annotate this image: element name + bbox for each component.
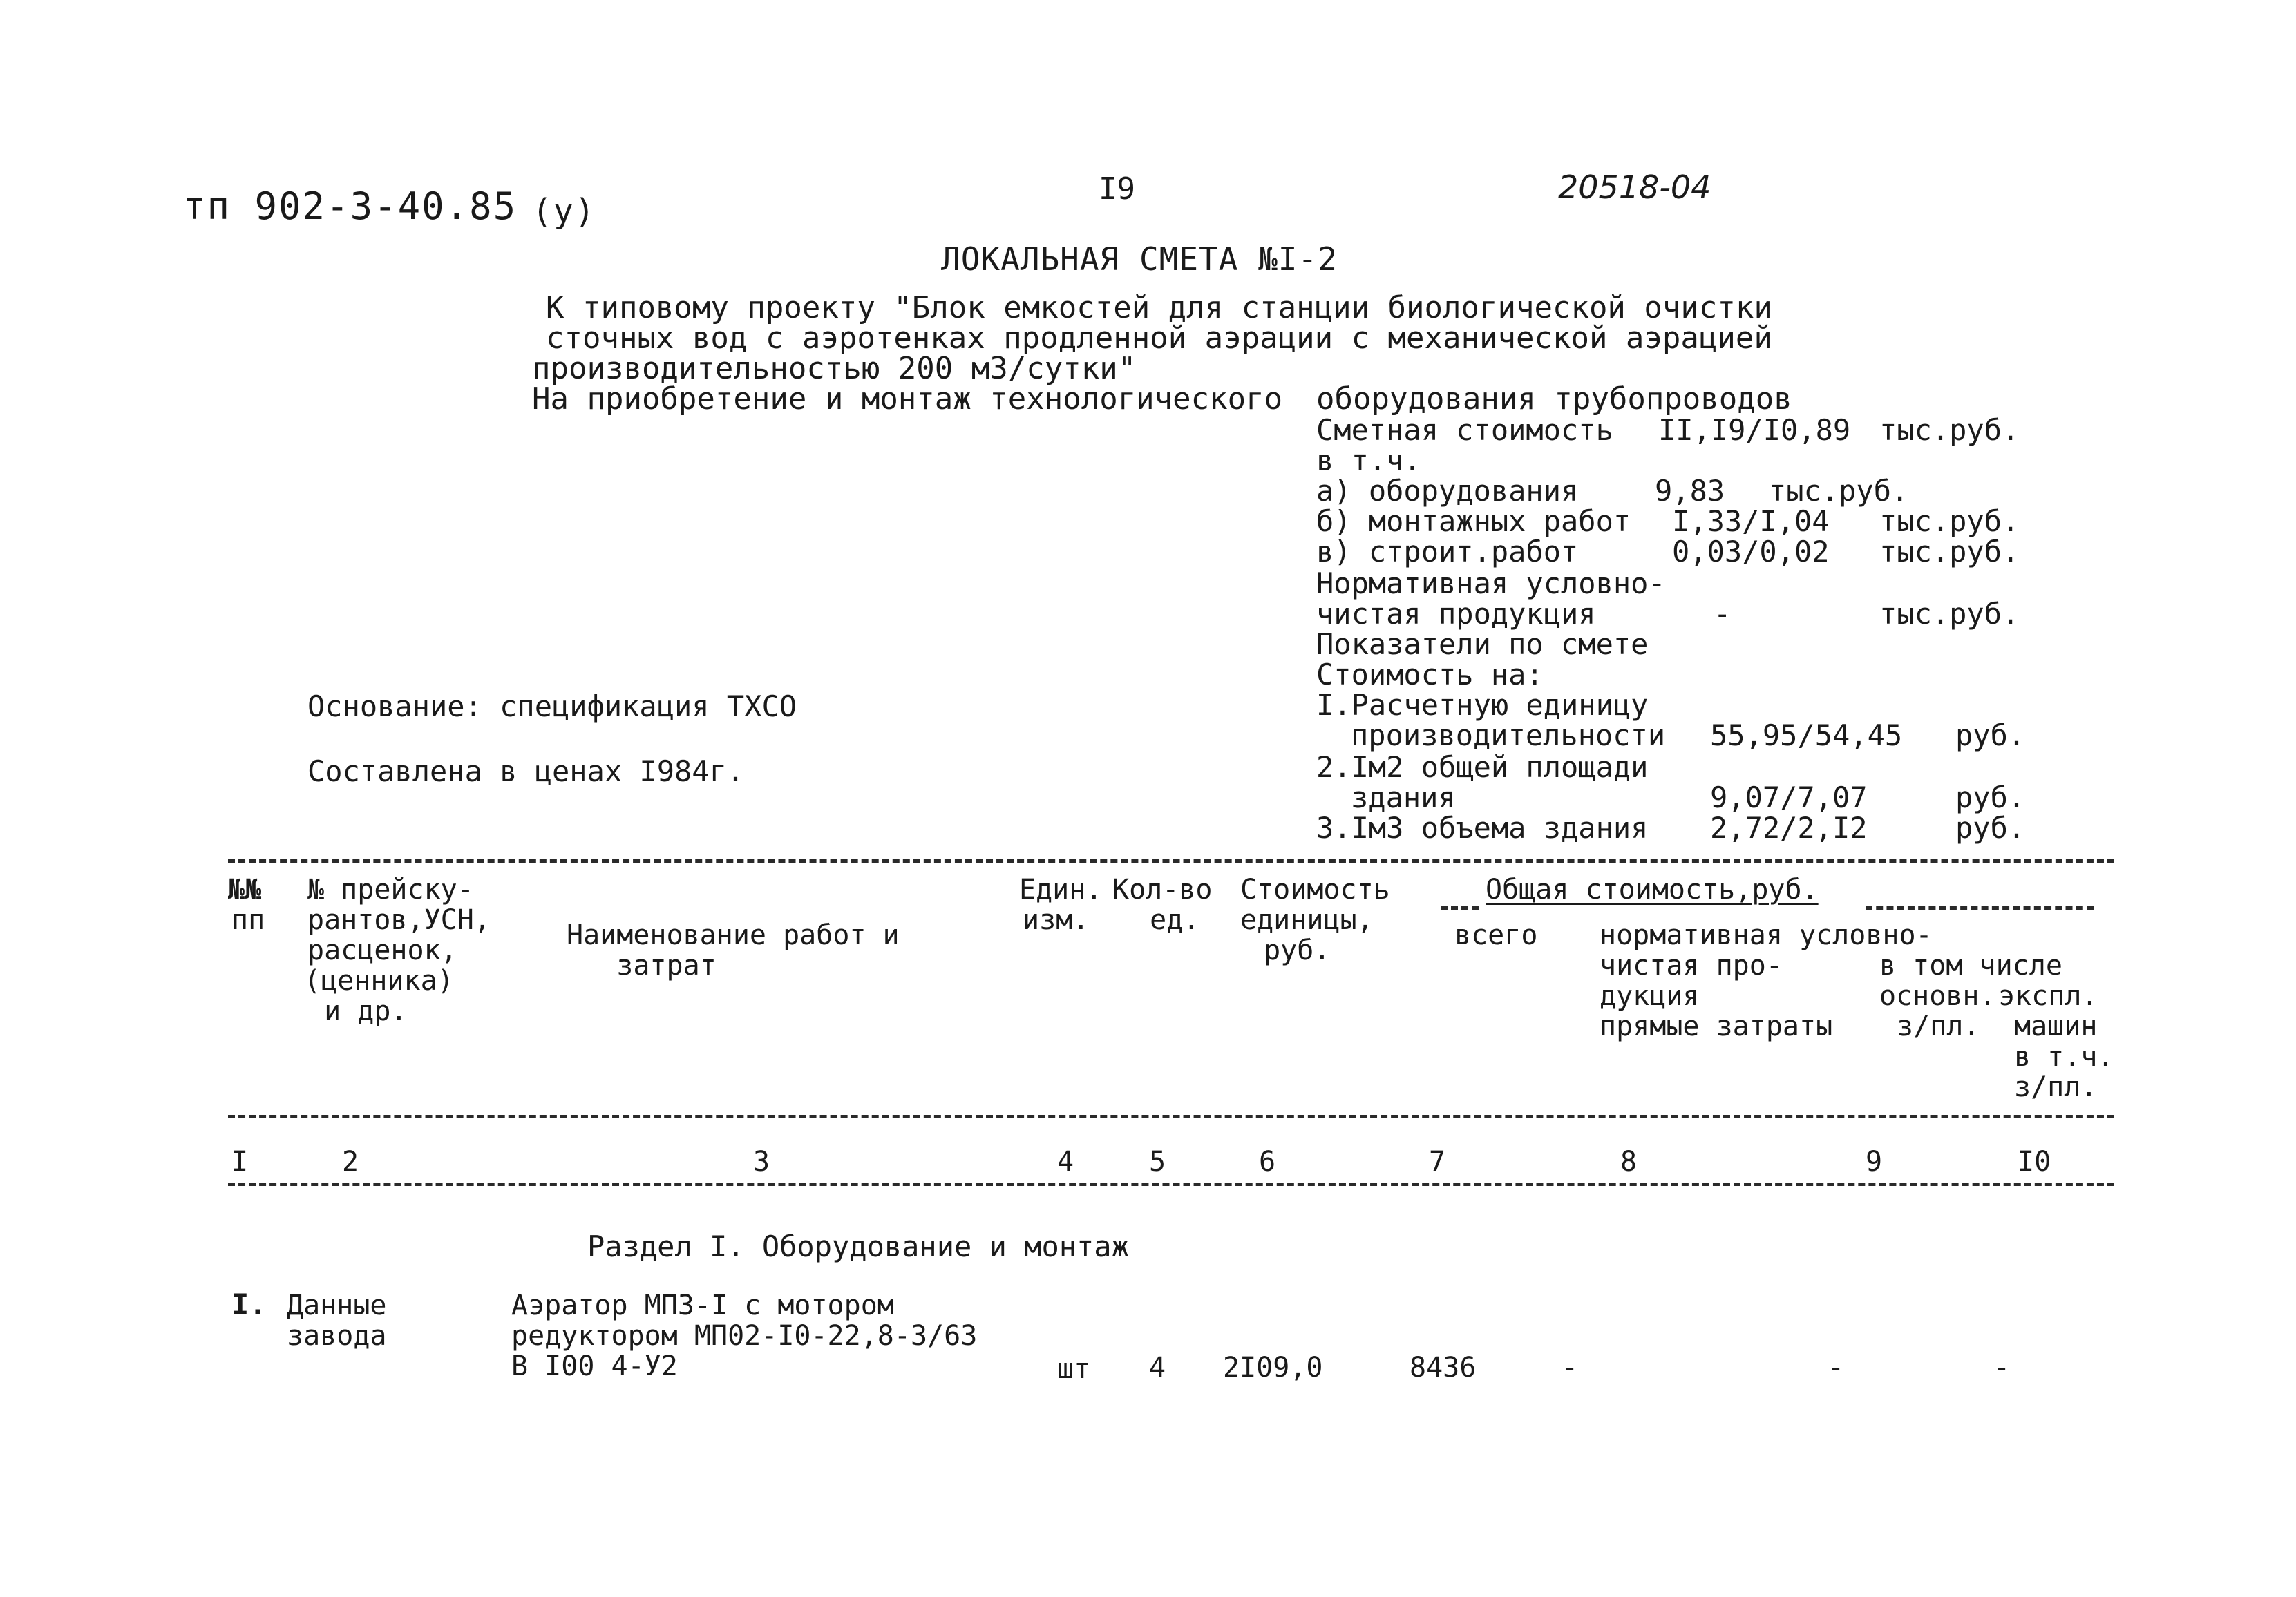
indicators-label: Показатели по смете	[1316, 627, 1649, 661]
col9-header-line-3: з/пл.	[1897, 1011, 1980, 1042]
col10-header-line-2: машин	[2014, 1011, 2098, 1042]
row-wages: -	[1828, 1352, 1845, 1384]
row-total: 8436	[1410, 1352, 1477, 1384]
estimate-cost-unit: тыс.руб.	[1879, 413, 2020, 447]
column-number-4: 4	[1057, 1146, 1074, 1178]
total-cost-lead-dashes	[1441, 906, 1479, 910]
project-line-4-continued: оборудования трубопроводов	[1316, 381, 1792, 417]
indicator-1-unit: руб.	[1955, 718, 2026, 752]
table-top-rule	[228, 859, 2114, 863]
row-quantity: 4	[1149, 1352, 1166, 1384]
col10-header-line-4: з/пл.	[2014, 1071, 2098, 1103]
row-source-line-1: Данные	[287, 1290, 387, 1321]
normative-label-2: чистая продукция	[1316, 597, 1596, 631]
row-normative: -	[1562, 1352, 1579, 1384]
indicator-3-unit: руб.	[1955, 811, 2026, 845]
total-cost-trail-dashes	[1866, 906, 2094, 910]
col4-header-line-1: Един.	[1019, 874, 1103, 906]
column-number-6: 6	[1259, 1146, 1276, 1178]
column-number-5: 5	[1149, 1146, 1166, 1178]
cost-per-label: Стоимость на:	[1316, 658, 1544, 691]
col1-header-b: пп	[231, 904, 265, 936]
column-number-3: 3	[753, 1146, 770, 1178]
indicator-2-label-2: здания	[1351, 781, 1456, 814]
indicator-2-label-1: 2.Iм2 общей площади	[1316, 750, 1649, 784]
col4-header-line-2: изм.	[1023, 904, 1090, 936]
construction-cost-value: 0,03/0,02	[1672, 535, 1830, 568]
normative-value: -	[1714, 597, 1732, 631]
including-label: в т.ч.	[1316, 443, 1421, 477]
installation-cost-unit: тыс.руб.	[1879, 504, 2020, 538]
indicator-3-value: 2,72/2,I2	[1710, 811, 1868, 845]
normative-unit: тыс.руб.	[1879, 597, 2020, 631]
col9-header-line-1: в том числе	[1879, 950, 2062, 982]
column-number-9: 9	[1866, 1146, 1883, 1178]
table-header-bottom-rule	[228, 1115, 2114, 1118]
row-source-line-2: завода	[287, 1320, 387, 1352]
row-name-line-3: В I00 4-У2	[511, 1350, 678, 1382]
project-line-1: К типовому проекту "Блок емкостей для станции биологической очистки	[546, 290, 1772, 325]
col1-header-a: №№	[228, 874, 262, 906]
row-machines: -	[1993, 1352, 2011, 1384]
equipment-cost-unit: тыс.руб.	[1769, 474, 1909, 508]
indicator-3-label: 3.Iм3 объема здания	[1316, 811, 1649, 845]
col8-header-line-2: чистая про-	[1600, 950, 1783, 982]
col3-header-line-1: Наименование работ и	[567, 919, 900, 951]
document-code: тп 902-3-40.85	[183, 184, 518, 228]
installation-cost-value: I,33/I,04	[1672, 504, 1830, 538]
col10-header-line-1: экспл.	[1998, 980, 2098, 1012]
column-number-1: I	[231, 1146, 249, 1178]
project-line-2: сточных вод с аэротенках продленной аэрации с механической аэрацией	[546, 321, 1772, 356]
col3-header-line-2: затрат	[567, 950, 717, 982]
col8-header-line-1: нормативная условно-	[1600, 919, 1933, 951]
project-line-4: На приобретение и монтаж технологического	[532, 381, 1283, 417]
col6-header-line-3: руб.	[1247, 935, 1331, 966]
prices-line: Составлена в ценах I984г.	[307, 754, 745, 788]
col6-header-line-2: единицы,	[1240, 904, 1374, 936]
row-number: I.	[231, 1288, 267, 1321]
section-title: Раздел I. Оборудование и монтаж	[587, 1230, 1129, 1263]
project-line-3: производительностью 200 м3/сутки"	[532, 351, 1137, 386]
col2-header-line-4: (ценника)	[304, 965, 454, 997]
col2-header-line-3: расценок,	[307, 935, 457, 966]
col2-header-line-2: рантов,УСН,	[307, 904, 491, 936]
estimate-cost-value: II,I9/I0,89	[1658, 413, 1851, 447]
installation-cost-label: б) монтажных работ	[1316, 504, 1631, 538]
indicator-2-unit: руб.	[1955, 781, 2026, 814]
col8-header-line-3: дукция	[1600, 980, 1700, 1012]
document-code-suffix: (у)	[532, 192, 596, 231]
equipment-cost-value: 9,83	[1655, 474, 1725, 508]
column-numbers-bottom-rule	[228, 1183, 2114, 1186]
page-title: ЛОКАЛЬНАЯ СМЕТА №I-2	[941, 240, 1338, 278]
col2-header-line-5: и др.	[307, 995, 408, 1027]
column-number-10: I0	[2018, 1146, 2051, 1178]
estimate-cost-label: Сметная стоимость	[1316, 413, 1613, 447]
inventory-number: 20518-04	[1558, 169, 1711, 206]
column-number-8: 8	[1620, 1146, 1638, 1178]
col8-header-line-4: прямые затраты	[1600, 1011, 1833, 1042]
construction-cost-unit: тыс.руб.	[1879, 535, 2020, 568]
col7-header: всего	[1454, 919, 1538, 951]
row-unit-cost: 2I09,0	[1223, 1352, 1323, 1384]
col2-header-line-1: № прейску-	[307, 874, 474, 906]
col9-header-line-2: основн.	[1879, 980, 1996, 1012]
indicator-2-value: 9,07/7,07	[1710, 781, 1868, 814]
row-name-line-2: редуктором МП02-I0-22,8-3/63	[511, 1320, 978, 1352]
page-number: I9	[1099, 171, 1135, 207]
column-number-7: 7	[1429, 1146, 1446, 1178]
equipment-cost-label: а) оборудования	[1316, 474, 1579, 508]
row-name-line-1: Аэратор МПЗ-I с мотором	[511, 1290, 894, 1321]
col5-header-line-1: Кол-во	[1112, 874, 1213, 906]
column-number-2: 2	[342, 1146, 359, 1178]
indicator-1-value: 55,95/54,45	[1710, 718, 1903, 752]
col6-header-line-1: Стоимость	[1240, 874, 1390, 906]
construction-cost-label: в) строит.работ	[1316, 535, 1579, 568]
total-cost-header: Общая стоимость,руб.	[1486, 874, 1819, 906]
col10-header-line-3: в т.ч.	[2014, 1041, 2114, 1073]
row-unit: шт	[1057, 1353, 1091, 1385]
normative-label-1: Нормативная условно-	[1316, 566, 1666, 600]
indicator-1-label-2: производительности	[1351, 718, 1666, 752]
indicator-1-label-1: I.Расчетную единицу	[1316, 688, 1649, 722]
basis-line: Основание: спецификация ТХСО	[307, 689, 797, 723]
col5-header-line-2: ед.	[1133, 904, 1200, 936]
